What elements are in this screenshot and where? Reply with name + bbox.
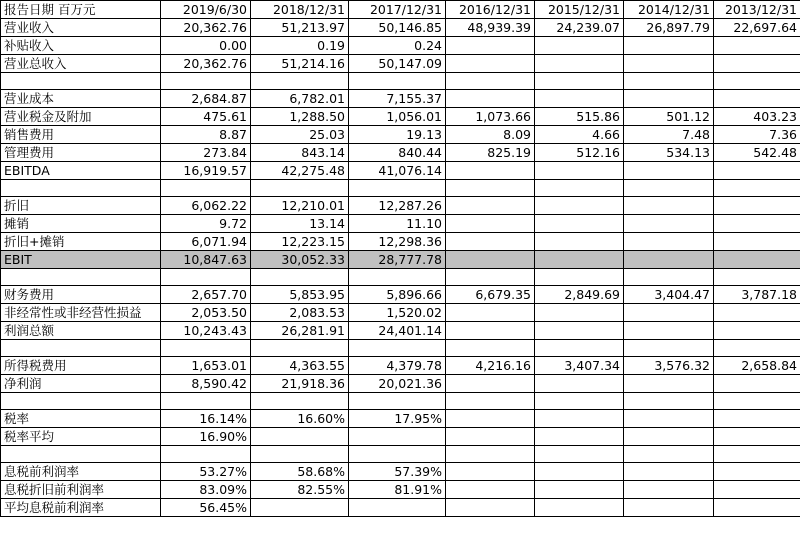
cell-value[interactable] xyxy=(714,162,800,180)
cell-value[interactable]: 3,787.18 xyxy=(714,286,800,304)
table-row xyxy=(1,19,800,37)
table-row xyxy=(1,251,800,269)
cell-value[interactable] xyxy=(535,180,624,197)
cell-value[interactable] xyxy=(624,73,714,90)
cell-value[interactable] xyxy=(714,180,800,197)
cell-value[interactable] xyxy=(251,393,349,410)
cell-value[interactable]: 8,590.42 xyxy=(161,375,251,393)
row-label[interactable]: 所得税费用 xyxy=(1,357,161,375)
row-label[interactable]: 营业税金及附加 xyxy=(1,108,161,126)
cell-value[interactable] xyxy=(446,410,535,428)
cell-value[interactable]: 0.24 xyxy=(349,37,446,55)
cell-value[interactable] xyxy=(624,162,714,180)
cell-value[interactable] xyxy=(446,162,535,180)
row-label[interactable]: 平均息税前利润率 xyxy=(1,499,161,517)
row-label[interactable]: 税率 xyxy=(1,410,161,428)
header-date-6[interactable]: 2014/12/31 xyxy=(624,1,714,19)
cell-value[interactable]: 2,053.50 xyxy=(161,304,251,322)
cell-value[interactable] xyxy=(714,463,800,481)
row-label[interactable]: 销售费用 xyxy=(1,126,161,144)
row-label[interactable] xyxy=(1,73,161,90)
cell-value[interactable]: 20,362.76 xyxy=(161,55,251,73)
cell-value[interactable] xyxy=(446,322,535,340)
table-row xyxy=(1,375,800,393)
cell-value[interactable] xyxy=(714,197,800,215)
cell-value[interactable] xyxy=(161,340,251,357)
cell-value[interactable] xyxy=(714,322,800,340)
cell-value[interactable]: 515.86 xyxy=(535,108,624,126)
row-label[interactable]: EBIT xyxy=(1,251,161,269)
cell-value[interactable] xyxy=(535,269,624,286)
header-date-5[interactable]: 2015/12/31 xyxy=(535,1,624,19)
table-row xyxy=(1,322,800,340)
cell-value[interactable] xyxy=(446,304,535,322)
cell-value[interactable]: 6,679.35 xyxy=(446,286,535,304)
cell-value[interactable]: 843.14 xyxy=(251,144,349,162)
row-label[interactable] xyxy=(1,393,161,410)
cell-value[interactable] xyxy=(624,180,714,197)
cell-value[interactable]: 22,697.64 xyxy=(714,19,800,37)
table-row xyxy=(1,162,800,180)
cell-value[interactable]: 512.16 xyxy=(535,144,624,162)
cell-value[interactable] xyxy=(349,393,446,410)
cell-value[interactable] xyxy=(624,410,714,428)
cell-value[interactable]: 8.09 xyxy=(446,126,535,144)
cell-value[interactable] xyxy=(714,37,800,55)
cell-value[interactable]: 57.39% xyxy=(349,463,446,481)
table-row xyxy=(1,55,800,73)
header-date-2[interactable]: 2018/12/31 xyxy=(251,1,349,19)
cell-value[interactable]: 12,210.01 xyxy=(251,197,349,215)
cell-value[interactable] xyxy=(624,55,714,73)
table-row xyxy=(1,304,800,322)
cell-value[interactable]: 0.19 xyxy=(251,37,349,55)
cell-value[interactable] xyxy=(714,446,800,463)
cell-value[interactable] xyxy=(624,428,714,446)
table-row xyxy=(1,215,800,233)
cell-value[interactable] xyxy=(535,322,624,340)
cell-value[interactable] xyxy=(446,37,535,55)
cell-value[interactable]: 7,155.37 xyxy=(349,90,446,108)
cell-value[interactable]: 1,288.50 xyxy=(251,108,349,126)
cell-value[interactable] xyxy=(349,428,446,446)
row-label[interactable]: 折旧 xyxy=(1,197,161,215)
cell-value[interactable] xyxy=(349,73,446,90)
row-label[interactable]: EBITDA xyxy=(1,162,161,180)
cell-value[interactable] xyxy=(349,180,446,197)
cell-value[interactable] xyxy=(161,73,251,90)
table-row xyxy=(1,37,800,55)
cell-value[interactable] xyxy=(535,446,624,463)
cell-value[interactable] xyxy=(624,446,714,463)
cell-value[interactable]: 21,918.36 xyxy=(251,375,349,393)
cell-value[interactable] xyxy=(535,37,624,55)
cell-value[interactable]: 51,213.97 xyxy=(251,19,349,37)
row-label[interactable]: 营业总收入 xyxy=(1,55,161,73)
cell-value[interactable]: 26,897.79 xyxy=(624,19,714,37)
cell-value[interactable] xyxy=(714,233,800,251)
row-label[interactable]: 营业成本 xyxy=(1,90,161,108)
cell-value[interactable] xyxy=(446,251,535,269)
row-label[interactable]: 补贴收入 xyxy=(1,37,161,55)
cell-value[interactable]: 7.36 xyxy=(714,126,800,144)
cell-value[interactable] xyxy=(446,73,535,90)
cell-value[interactable]: 5,853.95 xyxy=(251,286,349,304)
row-label[interactable]: 息税折旧前利润率 xyxy=(1,481,161,499)
cell-value[interactable] xyxy=(446,446,535,463)
cell-value[interactable]: 28,777.78 xyxy=(349,251,446,269)
cell-value[interactable]: 6,071.94 xyxy=(161,233,251,251)
table-row xyxy=(1,481,800,499)
cell-value[interactable]: 9.72 xyxy=(161,215,251,233)
cell-value[interactable] xyxy=(535,375,624,393)
cell-value[interactable]: 4,379.78 xyxy=(349,357,446,375)
table-row xyxy=(1,428,800,446)
header-date-1[interactable]: 2019/6/30 xyxy=(161,1,251,19)
cell-value[interactable]: 3,576.32 xyxy=(624,357,714,375)
cell-value[interactable] xyxy=(446,375,535,393)
cell-value[interactable] xyxy=(446,90,535,108)
cell-value[interactable] xyxy=(251,269,349,286)
cell-value[interactable]: 2,849.69 xyxy=(535,286,624,304)
cell-value[interactable] xyxy=(161,446,251,463)
cell-value[interactable] xyxy=(624,251,714,269)
cell-value[interactable]: 48,939.39 xyxy=(446,19,535,37)
cell-value[interactable] xyxy=(349,499,446,517)
cell-value[interactable]: 2,658.84 xyxy=(714,357,800,375)
row-label[interactable]: 非经常性或非经营性损益 xyxy=(1,304,161,322)
cell-value[interactable]: 58.68% xyxy=(251,463,349,481)
cell-value[interactable] xyxy=(624,37,714,55)
cell-value[interactable] xyxy=(714,251,800,269)
cell-value[interactable]: 42,275.48 xyxy=(251,162,349,180)
cell-value[interactable] xyxy=(349,340,446,357)
cell-value[interactable] xyxy=(535,73,624,90)
cell-value[interactable] xyxy=(624,393,714,410)
cell-value[interactable] xyxy=(624,499,714,517)
row-label[interactable]: 摊销 xyxy=(1,215,161,233)
cell-value[interactable]: 41,076.14 xyxy=(349,162,446,180)
row-label[interactable]: 财务费用 xyxy=(1,286,161,304)
cell-value[interactable]: 4,363.55 xyxy=(251,357,349,375)
cell-value[interactable]: 840.44 xyxy=(349,144,446,162)
cell-value[interactable]: 8.87 xyxy=(161,126,251,144)
cell-value[interactable] xyxy=(446,481,535,499)
cell-value[interactable]: 1,520.02 xyxy=(349,304,446,322)
cell-value[interactable] xyxy=(535,162,624,180)
cell-value[interactable] xyxy=(624,481,714,499)
cell-value[interactable] xyxy=(251,340,349,357)
cell-value[interactable]: 273.84 xyxy=(161,144,251,162)
row-label[interactable]: 管理费用 xyxy=(1,144,161,162)
cell-value[interactable]: 20,021.36 xyxy=(349,375,446,393)
table-row xyxy=(1,73,800,90)
cell-value[interactable] xyxy=(714,340,800,357)
cell-value[interactable]: 53.27% xyxy=(161,463,251,481)
cell-value[interactable] xyxy=(714,428,800,446)
cell-value[interactable] xyxy=(535,410,624,428)
cell-value[interactable]: 17.95% xyxy=(349,410,446,428)
cell-value[interactable] xyxy=(714,215,800,233)
cell-value[interactable] xyxy=(535,499,624,517)
cell-value[interactable] xyxy=(161,180,251,197)
table-row xyxy=(1,90,800,108)
cell-value[interactable]: 1,056.01 xyxy=(349,108,446,126)
cell-value[interactable] xyxy=(535,340,624,357)
cell-value[interactable]: 534.13 xyxy=(624,144,714,162)
row-label[interactable] xyxy=(1,269,161,286)
table-row xyxy=(1,197,800,215)
cell-value[interactable] xyxy=(624,215,714,233)
cell-value[interactable] xyxy=(624,269,714,286)
cell-value[interactable] xyxy=(446,269,535,286)
cell-value[interactable] xyxy=(714,481,800,499)
cell-value[interactable]: 24,239.07 xyxy=(535,19,624,37)
cell-value[interactable]: 56.45% xyxy=(161,499,251,517)
cell-value[interactable] xyxy=(446,428,535,446)
cell-value[interactable] xyxy=(161,393,251,410)
table-row xyxy=(1,108,800,126)
cell-value[interactable] xyxy=(624,322,714,340)
table-row xyxy=(1,499,800,517)
cell-value[interactable]: 4.66 xyxy=(535,126,624,144)
cell-value[interactable] xyxy=(714,375,800,393)
cell-value[interactable]: 12,223.15 xyxy=(251,233,349,251)
cell-value[interactable]: 50,147.09 xyxy=(349,55,446,73)
cell-value[interactable] xyxy=(535,393,624,410)
cell-value[interactable] xyxy=(535,215,624,233)
cell-value[interactable]: 542.48 xyxy=(714,144,800,162)
table-row xyxy=(1,340,800,357)
cell-value[interactable] xyxy=(535,251,624,269)
cell-value[interactable]: 26,281.91 xyxy=(251,322,349,340)
cell-value[interactable] xyxy=(161,269,251,286)
cell-value[interactable]: 5,896.66 xyxy=(349,286,446,304)
cell-value[interactable] xyxy=(535,481,624,499)
cell-value[interactable]: 11.10 xyxy=(349,215,446,233)
cell-value[interactable]: 30,052.33 xyxy=(251,251,349,269)
cell-value[interactable]: 501.12 xyxy=(624,108,714,126)
header-date-4[interactable]: 2016/12/31 xyxy=(446,1,535,19)
cell-value[interactable] xyxy=(446,197,535,215)
cell-value[interactable] xyxy=(535,428,624,446)
cell-value[interactable]: 12,287.26 xyxy=(349,197,446,215)
cell-value[interactable]: 825.19 xyxy=(446,144,535,162)
row-label[interactable]: 税率平均 xyxy=(1,428,161,446)
cell-value[interactable] xyxy=(446,233,535,251)
cell-value[interactable]: 2,083.53 xyxy=(251,304,349,322)
cell-value[interactable]: 51,214.16 xyxy=(251,55,349,73)
cell-value[interactable]: 20,362.76 xyxy=(161,19,251,37)
row-label[interactable]: 净利润 xyxy=(1,375,161,393)
cell-value[interactable]: 4,216.16 xyxy=(446,357,535,375)
cell-value[interactable] xyxy=(251,446,349,463)
cell-value[interactable] xyxy=(714,269,800,286)
cell-value[interactable] xyxy=(535,233,624,251)
cell-value[interactable]: 16.14% xyxy=(161,410,251,428)
cell-value[interactable]: 50,146.85 xyxy=(349,19,446,37)
cell-value[interactable] xyxy=(535,90,624,108)
cell-value[interactable] xyxy=(446,180,535,197)
cell-value[interactable]: 13.14 xyxy=(251,215,349,233)
cell-value[interactable] xyxy=(446,215,535,233)
cell-value[interactable]: 25.03 xyxy=(251,126,349,144)
cell-value[interactable] xyxy=(624,90,714,108)
table-row xyxy=(1,233,800,251)
table-row xyxy=(1,393,800,410)
cell-value[interactable] xyxy=(714,393,800,410)
table-row xyxy=(1,357,800,375)
cell-value[interactable] xyxy=(535,197,624,215)
cell-value[interactable] xyxy=(349,269,446,286)
cell-value[interactable]: 24,401.14 xyxy=(349,322,446,340)
cell-value[interactable] xyxy=(624,233,714,251)
cell-value[interactable]: 6,062.22 xyxy=(161,197,251,215)
cell-value[interactable] xyxy=(251,180,349,197)
cell-value[interactable]: 82.55% xyxy=(251,481,349,499)
table-row xyxy=(1,286,800,304)
cell-value[interactable]: 10,847.63 xyxy=(161,251,251,269)
row-label[interactable]: 息税前利润率 xyxy=(1,463,161,481)
cell-value[interactable] xyxy=(446,393,535,410)
cell-value[interactable] xyxy=(446,55,535,73)
cell-value[interactable]: 83.09% xyxy=(161,481,251,499)
table-row xyxy=(1,126,800,144)
cell-value[interactable] xyxy=(714,499,800,517)
cell-value[interactable] xyxy=(251,428,349,446)
cell-value[interactable]: 2,684.87 xyxy=(161,90,251,108)
cell-value[interactable]: 6,782.01 xyxy=(251,90,349,108)
cell-value[interactable] xyxy=(624,375,714,393)
row-label[interactable] xyxy=(1,180,161,197)
cell-value[interactable] xyxy=(714,90,800,108)
cell-value[interactable]: 1,073.66 xyxy=(446,108,535,126)
header-date-7[interactable]: 2013/12/31 xyxy=(714,1,800,19)
table-row xyxy=(1,446,800,463)
cell-value[interactable] xyxy=(714,410,800,428)
table-row xyxy=(1,180,800,197)
cell-value[interactable]: 12,298.36 xyxy=(349,233,446,251)
cell-value[interactable]: 16,919.57 xyxy=(161,162,251,180)
cell-value[interactable] xyxy=(251,73,349,90)
row-label[interactable] xyxy=(1,446,161,463)
cell-value[interactable]: 3,407.34 xyxy=(535,357,624,375)
row-label[interactable]: 折旧+摊销 xyxy=(1,233,161,251)
table-row xyxy=(1,269,800,286)
cell-value[interactable] xyxy=(349,446,446,463)
cell-value[interactable] xyxy=(714,73,800,90)
cell-value[interactable] xyxy=(535,304,624,322)
cell-value[interactable] xyxy=(535,463,624,481)
cell-value[interactable] xyxy=(714,55,800,73)
cell-value[interactable]: 7.48 xyxy=(624,126,714,144)
header-date-3[interactable]: 2017/12/31 xyxy=(349,1,446,19)
cell-value[interactable]: 475.61 xyxy=(161,108,251,126)
row-label[interactable]: 营业收入 xyxy=(1,19,161,37)
row-label[interactable] xyxy=(1,340,161,357)
row-label[interactable]: 利润总额 xyxy=(1,322,161,340)
cell-value[interactable]: 19.13 xyxy=(349,126,446,144)
cell-value[interactable]: 403.23 xyxy=(714,108,800,126)
cell-value[interactable]: 81.91% xyxy=(349,481,446,499)
cell-value[interactable]: 3,404.47 xyxy=(624,286,714,304)
cell-value[interactable] xyxy=(624,304,714,322)
table-row xyxy=(1,410,800,428)
header-report-date[interactable]: 报告日期 百万元 xyxy=(1,1,161,19)
cell-value[interactable] xyxy=(446,463,535,481)
table-row xyxy=(1,144,800,162)
cell-value[interactable]: 16.90% xyxy=(161,428,251,446)
cell-value[interactable] xyxy=(714,304,800,322)
cell-value[interactable] xyxy=(446,499,535,517)
cell-value[interactable]: 16.60% xyxy=(251,410,349,428)
cell-value[interactable]: 0.00 xyxy=(161,37,251,55)
cell-value[interactable] xyxy=(446,340,535,357)
cell-value[interactable] xyxy=(624,463,714,481)
cell-value[interactable] xyxy=(624,340,714,357)
header-row xyxy=(1,1,800,19)
cell-value[interactable] xyxy=(624,197,714,215)
cell-value[interactable] xyxy=(535,55,624,73)
cell-value[interactable] xyxy=(251,499,349,517)
cell-value[interactable]: 10,243.43 xyxy=(161,322,251,340)
cell-value[interactable]: 1,653.01 xyxy=(161,357,251,375)
table-row xyxy=(1,463,800,481)
cell-value[interactable]: 2,657.70 xyxy=(161,286,251,304)
